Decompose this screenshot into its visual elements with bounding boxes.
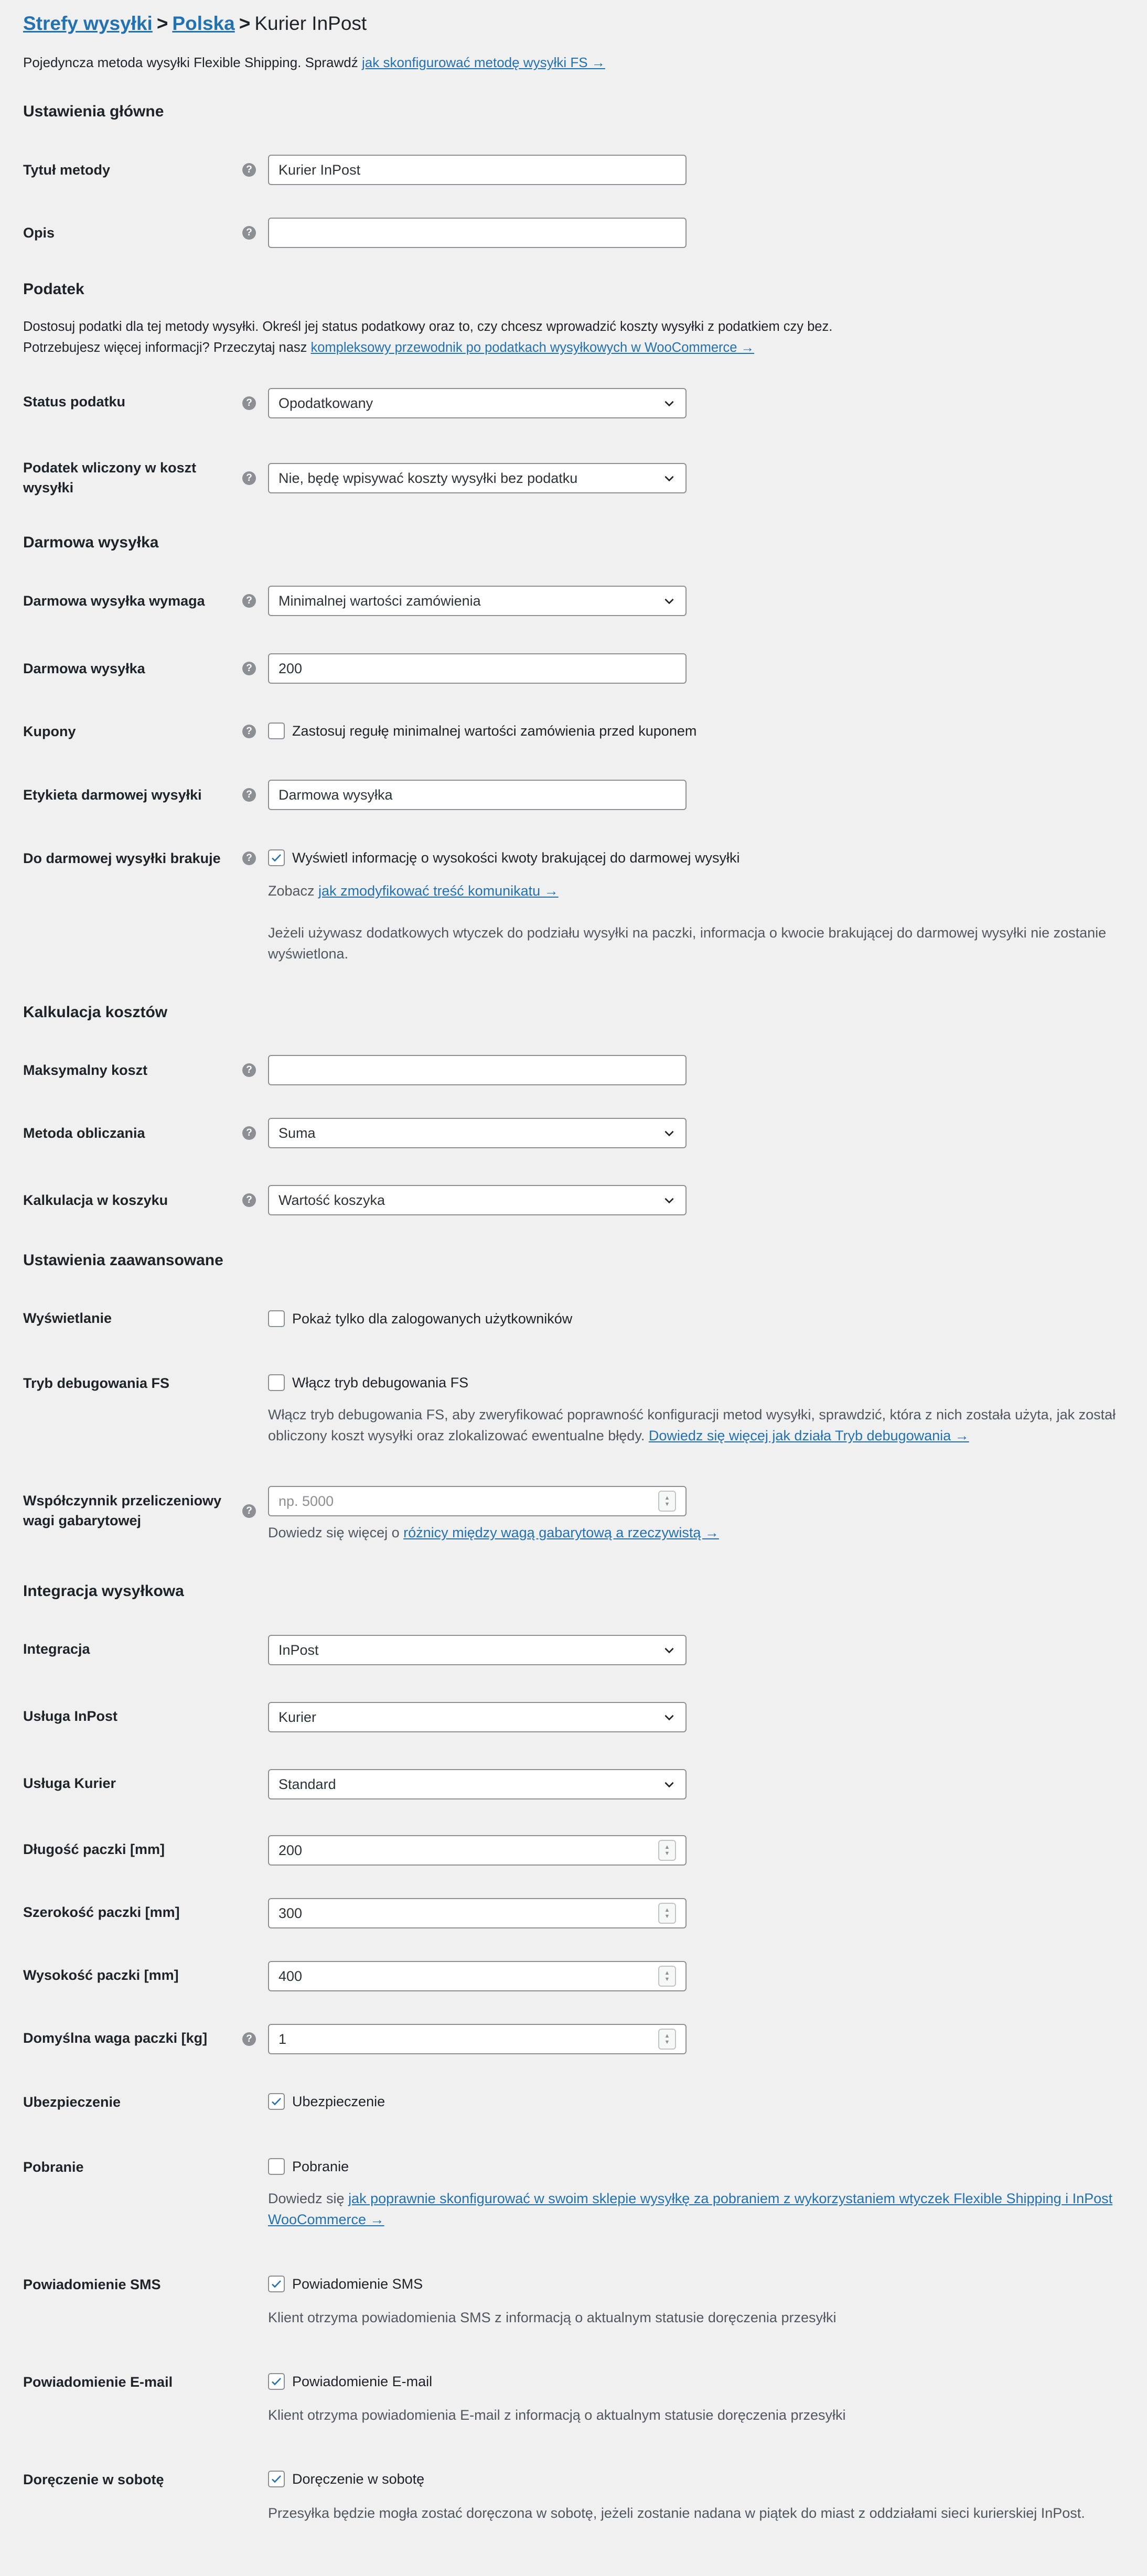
section-main-title: Ustawienia główne: [23, 103, 164, 120]
free-amount-label: Darmowa wysyłka: [23, 661, 145, 676]
free-missing-option-label: Wyświetl informację o wysokości kwoty brakującej do darmowej wysyłki: [292, 849, 740, 866]
cod-note: [268, 2188, 1128, 2230]
inpost-service-label: Usługa InPost: [23, 1708, 118, 1724]
dimensional-weight-input[interactable]: [268, 1486, 687, 1516]
cod-guide-link[interactable]: jak poprawnie skonfigurować w swoim sklepie wysyłkę za pobraniem z wykorzystaniem wtyczek Flexible Shipping i InPost WooCommerce →: [268, 2191, 1113, 2227]
debug-option: [268, 1374, 468, 1391]
free-missing-see: [268, 880, 1128, 901]
package-height-value: 400: [278, 1968, 303, 1984]
insurance-label: Ubezpieczenie: [23, 2094, 121, 2110]
package-length-value: 200: [278, 1842, 303, 1858]
cod-option-label: Pobranie: [292, 2158, 349, 2174]
help-icon[interactable]: ?: [242, 471, 256, 485]
tax-description-line1: Dostosuj podatki dla tej metody wysyłki. Określ jej status podatkowy oraz to, czy chcesz wprowadzić koszty wysyłki z podatkiem czy bez.: [23, 319, 833, 334]
dimensional-weight-placeholder: np. 5000: [278, 1493, 334, 1509]
integration-label: Integracja: [23, 1641, 90, 1657]
tax-included-label: Podatek wliczony w koszt wysyłki: [23, 460, 197, 495]
chevron-down-icon: [662, 471, 676, 485]
package-weight-label: Domyślna waga paczki [kg]: [23, 2030, 208, 2046]
saturday-checkbox[interactable]: [268, 2471, 285, 2487]
free-missing-option: [268, 849, 740, 866]
display-option-label: Pokaż tylko dla zalogowanych użytkowników: [292, 1310, 573, 1327]
sms-option-label: Powiadomienie SMS: [292, 2276, 423, 2292]
help-icon[interactable]: ?: [242, 1504, 256, 1518]
free-amount-input[interactable]: [268, 653, 687, 684]
courier-service-select[interactable]: [268, 1769, 687, 1799]
inpost-service-value: Kurier: [278, 1709, 317, 1725]
help-icon[interactable]: ?: [242, 1126, 256, 1140]
calc-method-label: Metoda obliczania: [23, 1125, 145, 1141]
help-icon[interactable]: ?: [242, 1063, 256, 1077]
tax-included-value: Nie, będę wpisywać koszty wysyłki bez podatku: [278, 470, 578, 486]
chevron-down-icon: [662, 1710, 676, 1724]
debug-note-text: Włącz tryb debugowania FS, aby zweryfikować poprawność konfiguracji metod wysyłki, sprawdzić, która z nich została użyta, jak został obliczony koszt wysyłki oraz zlokalizować ewentualne błędy.: [268, 1407, 1116, 1443]
cod-checkbox[interactable]: [268, 2158, 285, 2175]
dimensional-weight-note-text: Dowiedz się więcej o: [268, 1525, 404, 1540]
breadcrumb: [23, 13, 367, 35]
email-option-label: Powiadomienie E-mail: [292, 2373, 433, 2389]
free-requires-select[interactable]: [268, 586, 687, 616]
number-spinner-icon[interactable]: ▲ ▼: [658, 1903, 676, 1924]
breadcrumb-zones-link[interactable]: Strefy wysyłki: [23, 13, 153, 34]
insurance-option-label: Ubezpieczenie: [292, 2093, 385, 2109]
sms-note: Klient otrzyma powiadomienia SMS z informacją o aktualnym statusie doręczenia przesyłki: [268, 2310, 837, 2325]
chevron-down-icon: [662, 1126, 676, 1140]
cart-calc-value: Wartość koszyka: [278, 1192, 385, 1208]
courier-service-value: Standard: [278, 1776, 336, 1792]
free-requires-label: Darmowa wysyłka wymaga: [23, 593, 205, 609]
free-missing-label: Do darmowej wysyłki brakuje: [23, 850, 221, 866]
section-tax-title: Podatek: [23, 281, 84, 298]
tax-status-label: Status podatku: [23, 394, 126, 409]
tax-description-text: Potrzebujesz więcej informacji? Przeczytaj nasz: [23, 340, 311, 355]
free-missing-see-text: Zobacz: [268, 883, 319, 899]
package-width-input[interactable]: [268, 1898, 687, 1928]
tax-status-value: Opodatkowany: [278, 395, 373, 411]
calc-method-value: Suma: [278, 1125, 316, 1141]
tax-description: [23, 316, 832, 358]
tax-guide-link[interactable]: kompleksowy przewodnik po podatkach wysyłkowych w WooCommerce →: [310, 340, 755, 355]
help-icon[interactable]: ?: [242, 852, 256, 865]
debug-note: [268, 1404, 1128, 1446]
method-title-input[interactable]: [268, 155, 687, 185]
intro-link[interactable]: jak skonfigurować metodę wysyłki FS →: [361, 55, 605, 70]
saturday-label: Doręczenie w sobotę: [23, 2472, 164, 2487]
insurance-option: [268, 2093, 385, 2110]
checkmark-icon: [270, 2095, 283, 2108]
package-width-value: 300: [278, 1905, 303, 1921]
courier-service-label: Usługa Kurier: [23, 1775, 116, 1791]
checkmark-icon: [270, 852, 283, 864]
package-length-label: Długość paczki [mm]: [23, 1841, 165, 1857]
display-label: Wyświetlanie: [23, 1310, 112, 1326]
tax-included-select[interactable]: [268, 463, 687, 493]
help-icon[interactable]: ?: [242, 788, 256, 802]
free-missing-checkbox[interactable]: [268, 849, 285, 866]
dimensional-weight-link[interactable]: różnicy między wagą gabarytową a rzeczywistą →: [403, 1525, 719, 1540]
section-free-shipping-title: Darmowa wysyłka: [23, 534, 159, 551]
integration-select[interactable]: [268, 1635, 687, 1665]
cart-calc-select[interactable]: [268, 1185, 687, 1215]
free-badge-input[interactable]: [268, 780, 687, 810]
tax-status-select[interactable]: [268, 388, 687, 418]
help-icon[interactable]: ?: [242, 725, 256, 738]
email-label: Powiadomienie E-mail: [23, 2374, 173, 2390]
package-length-input[interactable]: [268, 1835, 687, 1866]
intro-text: [23, 55, 605, 71]
description-input[interactable]: [268, 218, 687, 248]
chevron-down-icon: [662, 1193, 676, 1207]
max-cost-input[interactable]: [268, 1055, 687, 1085]
breadcrumb-separator: >: [239, 13, 251, 34]
cod-option: [268, 2158, 349, 2175]
coupons-option-label: Zastosuj regułę minimalnej wartości zamówienia przed kuponem: [292, 723, 697, 739]
help-icon[interactable]: ?: [242, 163, 256, 177]
number-spinner-icon[interactable]: ▲ ▼: [658, 2029, 676, 2050]
chevron-down-icon: [662, 396, 676, 410]
help-icon[interactable]: ?: [242, 662, 256, 675]
package-height-input[interactable]: [268, 1961, 687, 1991]
max-cost-label: Maksymalny koszt: [23, 1062, 148, 1078]
coupons-label: Kupony: [23, 724, 76, 739]
insurance-checkbox[interactable]: [268, 2093, 285, 2110]
dimensional-weight-note: [268, 1522, 1128, 1543]
package-weight-input[interactable]: [268, 2024, 687, 2054]
help-icon[interactable]: ?: [242, 594, 256, 608]
chevron-down-icon: [662, 1643, 676, 1657]
saturday-note: Przesyłka będzie mogła zostać doręczona w sobotę, jeżeli zostanie nadana w piątek do miast z oddziałami sieci kurierskiej InPost.: [268, 2505, 1085, 2521]
help-icon[interactable]: ?: [242, 396, 256, 410]
breadcrumb-country-link[interactable]: Polska: [172, 13, 235, 34]
number-spinner-icon[interactable]: ▲ ▼: [658, 1840, 676, 1861]
help-icon[interactable]: ?: [242, 226, 256, 240]
number-spinner-icon[interactable]: ▲ ▼: [658, 1491, 676, 1512]
description-label: Opis: [23, 225, 55, 241]
number-spinner-icon[interactable]: ▲ ▼: [658, 1966, 676, 1987]
free-missing-see-link[interactable]: jak zmodyfikować treść komunikatu →: [318, 883, 559, 899]
cod-label: Pobranie: [23, 2159, 84, 2175]
sms-option: [268, 2276, 423, 2292]
saturday-option-label: Doręczenie w sobotę: [292, 2471, 425, 2487]
breadcrumb-current: Kurier InPost: [254, 13, 367, 34]
calc-method-select[interactable]: [268, 1118, 687, 1148]
free-badge-label: Etykieta darmowej wysyłki: [23, 787, 202, 803]
help-icon[interactable]: ?: [242, 1193, 256, 1207]
free-missing-note: Jeżeli używasz dodatkowych wtyczek do podziału wysyłki na paczki, informacja o kwocie brakującej do darmowej wysyłki nie zostanie wyświetlona.: [268, 925, 1107, 962]
package-weight-value: 1: [278, 2031, 287, 2047]
breadcrumb-separator: >: [156, 13, 168, 34]
free-requires-value: Minimalnej wartości zamówienia: [278, 592, 481, 609]
debug-checkbox[interactable]: [268, 1374, 285, 1391]
package-width-label: Szerokość paczki [mm]: [23, 1904, 180, 1920]
section-cost-calc-title: Kalkulacja kosztów: [23, 1004, 168, 1021]
dimensional-weight-label: Współczynnik przeliczeniowy wagi gabarytowej: [23, 1493, 222, 1528]
section-integration-title: Integracja wysyłkowa: [23, 1582, 184, 1600]
email-option: [268, 2373, 432, 2390]
method-title-label: Tytuł metody: [23, 162, 111, 178]
debug-label: Tryb debugowania FS: [23, 1375, 170, 1391]
help-icon[interactable]: ?: [242, 2032, 256, 2046]
free-amount-value: 200: [278, 660, 303, 676]
checkmark-icon: [270, 2278, 283, 2290]
cart-calc-label: Kalkulacja w koszyku: [23, 1192, 168, 1208]
sms-label: Powiadomienie SMS: [23, 2277, 161, 2292]
display-checkbox[interactable]: [268, 1310, 285, 1327]
email-checkbox[interactable]: [268, 2373, 285, 2390]
intro-text-body: Pojedyncza metoda wysyłki Flexible Shipping. Sprawdź: [23, 55, 362, 70]
sms-checkbox[interactable]: [268, 2276, 285, 2292]
inpost-service-select[interactable]: [268, 1702, 687, 1732]
integration-value: InPost: [278, 1642, 319, 1658]
email-note: Klient otrzyma powiadomienia E-mail z informacją o aktualnym statusie doręczenia przesyłki: [268, 2407, 846, 2423]
checkmark-icon: [270, 2375, 283, 2388]
chevron-down-icon: [662, 594, 676, 608]
coupons-option: [268, 723, 696, 739]
free-badge-value: Darmowa wysyłka: [278, 786, 393, 803]
section-advanced-title: Ustawienia zaawansowane: [23, 1252, 223, 1269]
checkmark-icon: [270, 2473, 283, 2485]
display-option: [268, 1310, 572, 1327]
method-title-value: Kurier InPost: [278, 161, 361, 178]
saturday-option: [268, 2471, 424, 2487]
debug-learn-more-link[interactable]: Dowiedz się więcej jak działa Tryb debugowania →: [648, 1428, 969, 1443]
coupons-checkbox[interactable]: [268, 723, 285, 739]
debug-option-label: Włącz tryb debugowania FS: [292, 1374, 469, 1391]
tax-description-line2: [23, 337, 832, 358]
package-height-label: Wysokość paczki [mm]: [23, 1967, 179, 1983]
chevron-down-icon: [662, 1777, 676, 1791]
cod-note-text: Dowiedz się: [268, 2191, 349, 2206]
